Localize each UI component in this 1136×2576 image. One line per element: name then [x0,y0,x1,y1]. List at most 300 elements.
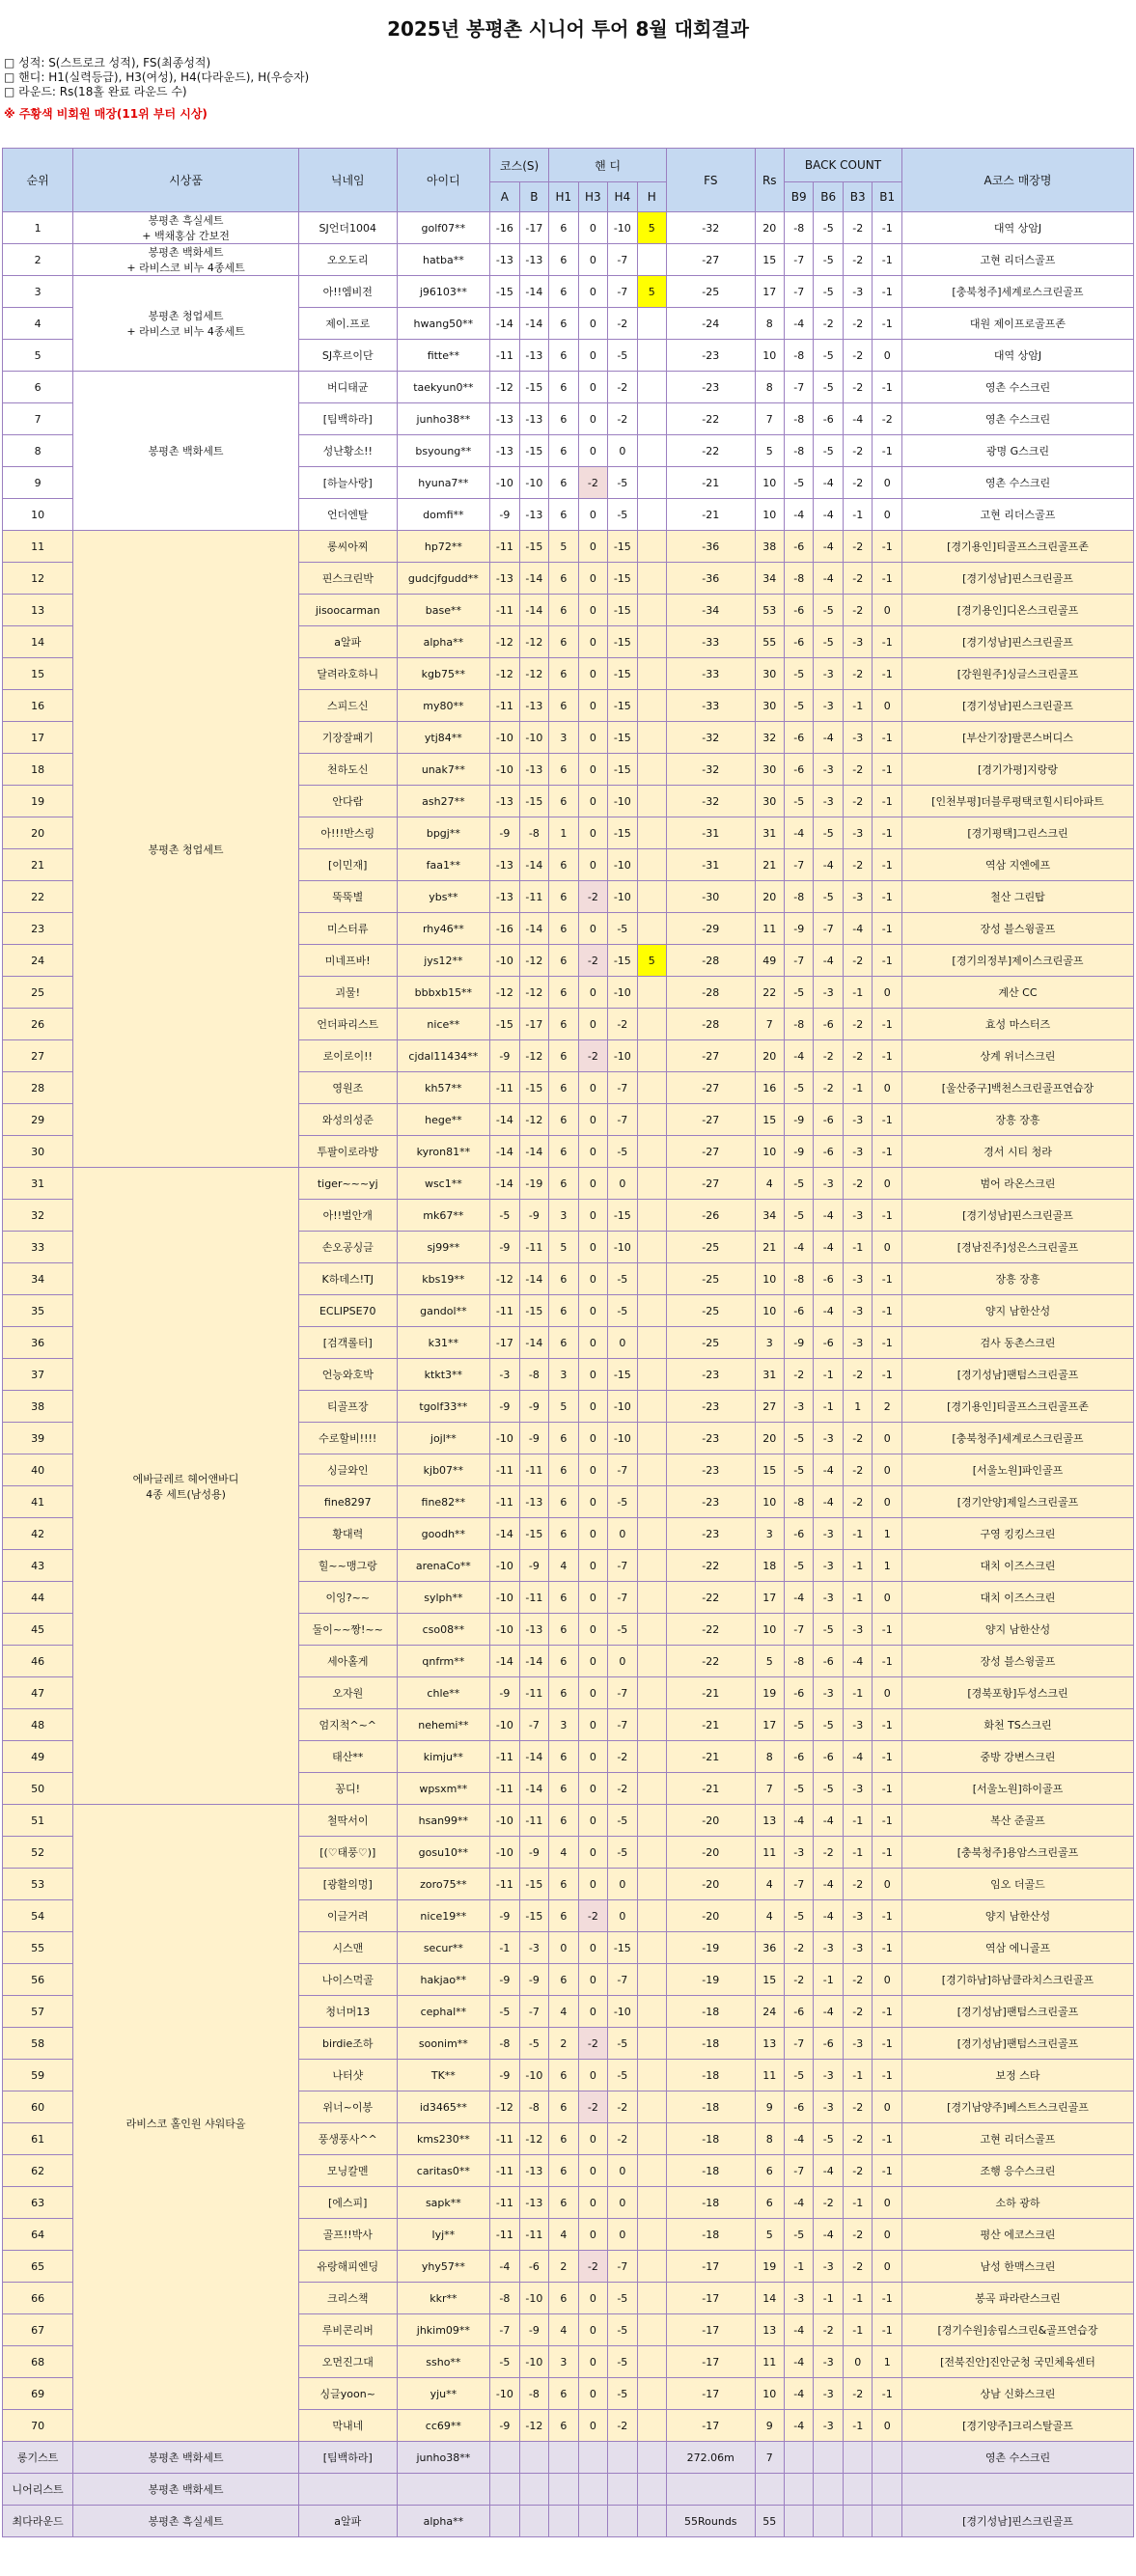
cell-nickname: 싱글yoon~ [298,2378,397,2410]
cell-score-b: -15 [519,1295,549,1327]
cell-b3: -3 [843,1327,872,1359]
cell-id: jhkim09** [397,2314,490,2346]
cell-h3: -2 [578,1900,607,1932]
cell-fs: -33 [667,658,755,690]
cell-h1: 6 [549,244,578,276]
cell-score-a: -11 [490,1869,519,1900]
cell-b3: -4 [843,913,872,945]
header-h1: H1 [549,182,578,212]
cell-rs: 15 [755,1964,784,1996]
cell-rs: 11 [755,1837,784,1869]
cell-b6: -6 [814,1104,843,1136]
cell-rank: 16 [3,690,73,722]
cell-h [637,1232,666,1263]
prize-cell: 봉평촌 청업세트 [73,531,299,1168]
cell-rank: 6 [3,372,73,403]
cell-b1: -1 [873,881,902,913]
page-title: 2025년 봉평촌 시니어 투어 8월 대회결과 [387,17,749,41]
cell-fs: -18 [667,2219,755,2251]
cell-h3: 0 [578,1104,607,1136]
cell-fs: -21 [667,467,755,499]
cell-score-b: -15 [519,1900,549,1932]
cell-store: [서울노원]파인골프 [901,1454,1133,1486]
cell-b1: 0 [873,1454,902,1486]
cell-score-a: -14 [490,1646,519,1677]
cell-score-b: -15 [519,1869,549,1900]
cell-score-b: -14 [519,1646,549,1677]
cell-fs: -36 [667,563,755,595]
cell-fs: -22 [667,1550,755,1582]
cell-fs: -25 [667,1263,755,1295]
cell-b3: -2 [843,2251,872,2283]
cell-score-a: -15 [490,1009,519,1040]
cell-score-b: -12 [519,658,549,690]
cell-h3: 0 [578,1295,607,1327]
cell-id: kbs19** [397,1263,490,1295]
cell-h1: 6 [549,881,578,913]
cell-h1: 6 [549,499,578,531]
empty-cell [873,2474,902,2506]
cell-store: [강원원주]싱글스크린골프 [901,658,1133,690]
cell-store: 구영 킹킹스크린 [901,1518,1133,1550]
cell-nickname: 철딱서이 [298,1805,397,1837]
cell-nickname: [하늘사랑] [298,467,397,499]
special-record: 55Rounds [667,2506,755,2537]
empty-cell [608,2442,637,2474]
cell-h3: 0 [578,2410,607,2442]
cell-b3: -3 [843,817,872,849]
cell-rs: 4 [755,1900,784,1932]
cell-h1: 6 [549,1900,578,1932]
cell-rs: 4 [755,1168,784,1200]
cell-fs: -17 [667,2346,755,2378]
cell-b3: -1 [843,2283,872,2314]
cell-b9: -4 [785,1582,814,1614]
cell-score-a: -5 [490,1996,519,2028]
cell-h1: 6 [549,913,578,945]
empty-cell [519,2506,549,2537]
cell-b6: -6 [814,1136,843,1168]
cell-b3: -2 [843,531,872,563]
cell-h4: 0 [608,2155,637,2187]
cell-fs: -28 [667,977,755,1009]
cell-score-b: -12 [519,1104,549,1136]
special-id [397,2474,490,2506]
cell-score-a: -10 [490,1550,519,1582]
cell-h [637,308,666,340]
cell-id: jojl** [397,1423,490,1454]
cell-score-a: -5 [490,1200,519,1232]
cell-nickname: 아!!!반스링 [298,817,397,849]
cell-nickname: 둘이~~짱!~~ [298,1614,397,1646]
cell-fs: -22 [667,1614,755,1646]
cell-h [637,1168,666,1200]
cell-h [637,595,666,626]
cell-fs: -18 [667,2028,755,2060]
cell-score-a: -11 [490,2155,519,2187]
cell-b3: -3 [843,2028,872,2060]
cell-rank: 52 [3,1837,73,1869]
cell-h3: 0 [578,1200,607,1232]
cell-nickname: 로이로이!! [298,1040,397,1072]
cell-h [637,1518,666,1550]
cell-h1: 6 [549,658,578,690]
cell-b9: -5 [785,1168,814,1200]
cell-rs: 6 [755,2187,784,2219]
cell-b3: -4 [843,403,872,435]
cell-rank: 42 [3,1518,73,1550]
cell-id: kyron81** [397,1136,490,1168]
cell-b9: -2 [785,1932,814,1964]
cell-h3: -2 [578,945,607,977]
cell-h1: 6 [549,1869,578,1900]
cell-score-a: -14 [490,308,519,340]
cell-b3: -2 [843,372,872,403]
cell-score-b: -15 [519,435,549,467]
cell-store: 역삼 에니골프 [901,1932,1133,1964]
cell-h1: 6 [549,2410,578,2442]
cell-fs: -32 [667,786,755,817]
cell-id: hsan99** [397,1805,490,1837]
cell-b9: -4 [785,2346,814,2378]
cell-h [637,403,666,435]
cell-id: my80** [397,690,490,722]
cell-fs: -21 [667,1709,755,1741]
cell-h1: 6 [549,1773,578,1805]
cell-score-b: -14 [519,276,549,308]
cell-h3: 0 [578,1486,607,1518]
cell-fs: -32 [667,722,755,754]
cell-h4: -5 [608,1837,637,1869]
cell-h [637,1391,666,1423]
cell-h1: 6 [549,2123,578,2155]
cell-b6: -6 [814,2028,843,2060]
cell-h4: -5 [608,2060,637,2091]
cell-h [637,1773,666,1805]
cell-b1: -1 [873,626,902,658]
cell-score-b: -14 [519,913,549,945]
cell-score-a: -10 [490,1709,519,1741]
cell-b1: -1 [873,1996,902,2028]
cell-id: junho38** [397,403,490,435]
special-store [901,2474,1133,2506]
cell-fs: -33 [667,690,755,722]
cell-store: 철산 그린탑 [901,881,1133,913]
cell-rs: 8 [755,2123,784,2155]
cell-b9: -6 [785,1741,814,1773]
cell-h3: -2 [578,1040,607,1072]
cell-rank: 21 [3,849,73,881]
cell-rank: 49 [3,1741,73,1773]
cell-h1: 6 [549,276,578,308]
cell-score-a: -12 [490,372,519,403]
cell-h3: 0 [578,1009,607,1040]
cell-b1: -1 [873,435,902,467]
cell-rs: 24 [755,1996,784,2028]
cell-h3: 0 [578,372,607,403]
cell-h3: 0 [578,2314,607,2346]
cell-h3: 0 [578,308,607,340]
cell-rs: 5 [755,1646,784,1677]
cell-rank: 48 [3,1709,73,1741]
special-prize: 봉평촌 흑실세트 [73,2506,299,2537]
cell-b3: -2 [843,945,872,977]
cell-score-b: -13 [519,2187,549,2219]
cell-rank: 43 [3,1550,73,1582]
cell-b1: -1 [873,1741,902,1773]
cell-store: [경기용인]디온스크린골프 [901,595,1133,626]
cell-nickname: [광활의멍] [298,1869,397,1900]
cell-nickname: birdie조하 [298,2028,397,2060]
cell-h3: 0 [578,531,607,563]
cell-b1: -1 [873,658,902,690]
cell-id: cso08** [397,1614,490,1646]
cell-id: taekyun0** [397,372,490,403]
cell-b6: -5 [814,1709,843,1741]
cell-h4: 0 [608,1869,637,1900]
cell-id: fitte** [397,340,490,372]
cell-score-a: -9 [490,499,519,531]
cell-fs: -22 [667,1582,755,1614]
cell-b3: -2 [843,595,872,626]
cell-b3: -2 [843,849,872,881]
cell-store: 복산 준골프 [901,1805,1133,1837]
cell-nickname: 오자원 [298,1677,397,1709]
cell-rank: 33 [3,1232,73,1263]
cell-store: [부산기장]팔콘스버디스 [901,722,1133,754]
cell-b9: -6 [785,595,814,626]
cell-score-b: -5 [519,2028,549,2060]
cell-h4: -2 [608,372,637,403]
cell-h4: 0 [608,435,637,467]
cell-rs: 9 [755,2410,784,2442]
cell-h4: -5 [608,2028,637,2060]
cell-store: [경기양주]크리스탈골프 [901,2410,1133,2442]
cell-h1: 4 [549,2219,578,2251]
cell-score-a: -12 [490,2091,519,2123]
cell-b1: -1 [873,754,902,786]
cell-h4: -2 [608,2410,637,2442]
cell-score-b: -12 [519,977,549,1009]
cell-score-b: -9 [519,1550,549,1582]
cell-fs: -22 [667,403,755,435]
empty-cell [578,2506,607,2537]
cell-b9: -6 [785,1518,814,1550]
cell-fs: -28 [667,1009,755,1040]
cell-score-b: -11 [519,1677,549,1709]
cell-b1: -1 [873,276,902,308]
cell-b1: -1 [873,1136,902,1168]
cell-b6: -4 [814,1996,843,2028]
cell-score-a: -11 [490,2219,519,2251]
cell-h1: 6 [549,1327,578,1359]
cell-score-a: -8 [490,2028,519,2060]
cell-fs: -21 [667,1773,755,1805]
cell-store: [충북청주]용암스크린골프 [901,1837,1133,1869]
cell-id: sj99** [397,1232,490,1263]
cell-b9: -9 [785,913,814,945]
cell-rank: 30 [3,1136,73,1168]
cell-b9: -7 [785,2028,814,2060]
special-record: 272.06m [667,2442,755,2474]
cell-rank: 65 [3,2251,73,2283]
cell-b6: -3 [814,977,843,1009]
cell-b1: -1 [873,2283,902,2314]
cell-score-a: -11 [490,1295,519,1327]
cell-h [637,2378,666,2410]
cell-h [637,1677,666,1709]
cell-b9: -6 [785,1996,814,2028]
cell-h4: -5 [608,467,637,499]
cell-fs: -30 [667,881,755,913]
cell-rs: 4 [755,1869,784,1900]
cell-h1: 6 [549,467,578,499]
cell-b1: -1 [873,817,902,849]
cell-h1: 0 [549,1932,578,1964]
cell-b1: -1 [873,1900,902,1932]
cell-rs: 11 [755,2346,784,2378]
cell-id: hatba** [397,244,490,276]
cell-h [637,2410,666,2442]
cell-nickname: 스피드신 [298,690,397,722]
cell-h4: -15 [608,754,637,786]
cell-h3: 0 [578,1423,607,1454]
cell-h3: 0 [578,2123,607,2155]
cell-fs: -19 [667,1932,755,1964]
cell-score-a: -12 [490,977,519,1009]
cell-fs: -25 [667,1327,755,1359]
cell-rank: 51 [3,1805,73,1837]
cell-h4: -10 [608,1040,637,1072]
cell-b9: -7 [785,244,814,276]
cell-b9: -4 [785,1805,814,1837]
cell-rank: 15 [3,658,73,690]
cell-b6: -6 [814,1646,843,1677]
cell-rank: 34 [3,1263,73,1295]
table-row [3,244,1134,276]
cell-h3: 0 [578,817,607,849]
cell-store: 양지 남한산성 [901,1900,1133,1932]
special-rounds [755,2474,784,2506]
cell-score-b: -7 [519,1709,549,1741]
cell-h1: 6 [549,626,578,658]
cell-rs: 30 [755,690,784,722]
cell-b9: -7 [785,2155,814,2187]
cell-h4: 0 [608,1168,637,1200]
cell-h [637,1136,666,1168]
empty-cell [637,2442,666,2474]
cell-fs: -36 [667,531,755,563]
cell-h1: 4 [549,2314,578,2346]
header-fs: FS [667,149,755,212]
cell-b6: -3 [814,1677,843,1709]
cell-b3: -3 [843,1900,872,1932]
cell-b1: -1 [873,212,902,244]
empty-cell [637,2506,666,2537]
cell-rank: 17 [3,722,73,754]
cell-b1: -1 [873,1646,902,1677]
cell-score-a: -11 [490,2187,519,2219]
cell-store: 남성 한맥스크린 [901,2251,1133,2283]
cell-b9: -3 [785,1391,814,1423]
cell-nickname: 언더엔탈 [298,499,397,531]
cell-rs: 8 [755,308,784,340]
cell-nickname: 언능와호박 [298,1359,397,1391]
cell-b3: -2 [843,2123,872,2155]
cell-fs: -25 [667,1232,755,1263]
cell-rs: 19 [755,1677,784,1709]
special-id: junho38** [397,2442,490,2474]
cell-h4: -5 [608,2378,637,2410]
cell-b9: -6 [785,1295,814,1327]
cell-store: 효성 마스터즈 [901,1009,1133,1040]
cell-b6: -2 [814,308,843,340]
cell-fs: -17 [667,2378,755,2410]
cell-id: bpgj** [397,817,490,849]
cell-rs: 18 [755,1550,784,1582]
cell-h [637,1869,666,1900]
cell-b9: -5 [785,1773,814,1805]
special-rounds: 7 [755,2442,784,2474]
cell-h: 5 [637,276,666,308]
cell-store: 임오 더골드 [901,1869,1133,1900]
cell-h1: 6 [549,563,578,595]
cell-id: nehemi** [397,1709,490,1741]
cell-b9: -7 [785,1869,814,1900]
cell-fs: -21 [667,1741,755,1773]
cell-store: 대치 이즈스크린 [901,1550,1133,1582]
cell-b1: 0 [873,977,902,1009]
cell-score-a: -11 [490,531,519,563]
cell-nickname: 루비콘리버 [298,2314,397,2346]
cell-rank: 50 [3,1773,73,1805]
cell-b9: -4 [785,2378,814,2410]
cell-h [637,2251,666,2283]
cell-store: 양지 남한산성 [901,1295,1133,1327]
cell-h [637,849,666,881]
cell-h [637,499,666,531]
cell-rank: 47 [3,1677,73,1709]
cell-score-b: -14 [519,1136,549,1168]
cell-score-b: -3 [519,1932,549,1964]
cell-store: [전북진안]진안군청 국민체육센터 [901,2346,1133,2378]
cell-h3: 0 [578,2283,607,2314]
cell-rank: 31 [3,1168,73,1200]
cell-b9: -8 [785,435,814,467]
cell-h4: -10 [608,1391,637,1423]
cell-rank: 44 [3,1582,73,1614]
cell-score-b: -11 [519,1582,549,1614]
cell-score-a: -12 [490,626,519,658]
cell-store: 양지 남한산성 [901,1614,1133,1646]
empty-cell [578,2442,607,2474]
cell-nickname: 손오공싱글 [298,1232,397,1263]
cell-score-b: -11 [519,1805,549,1837]
cell-score-b: -19 [519,1168,549,1200]
cell-rs: 11 [755,913,784,945]
cell-rs: 32 [755,722,784,754]
cell-h4: -5 [608,1136,637,1168]
cell-h4: -7 [608,1964,637,1996]
cell-b6: -3 [814,1518,843,1550]
cell-rank: 12 [3,563,73,595]
cell-score-b: -14 [519,1741,549,1773]
cell-h3: 0 [578,563,607,595]
cell-b1: -1 [873,1295,902,1327]
cell-rs: 17 [755,276,784,308]
cell-score-b: -13 [519,690,549,722]
cell-b6: -5 [814,626,843,658]
